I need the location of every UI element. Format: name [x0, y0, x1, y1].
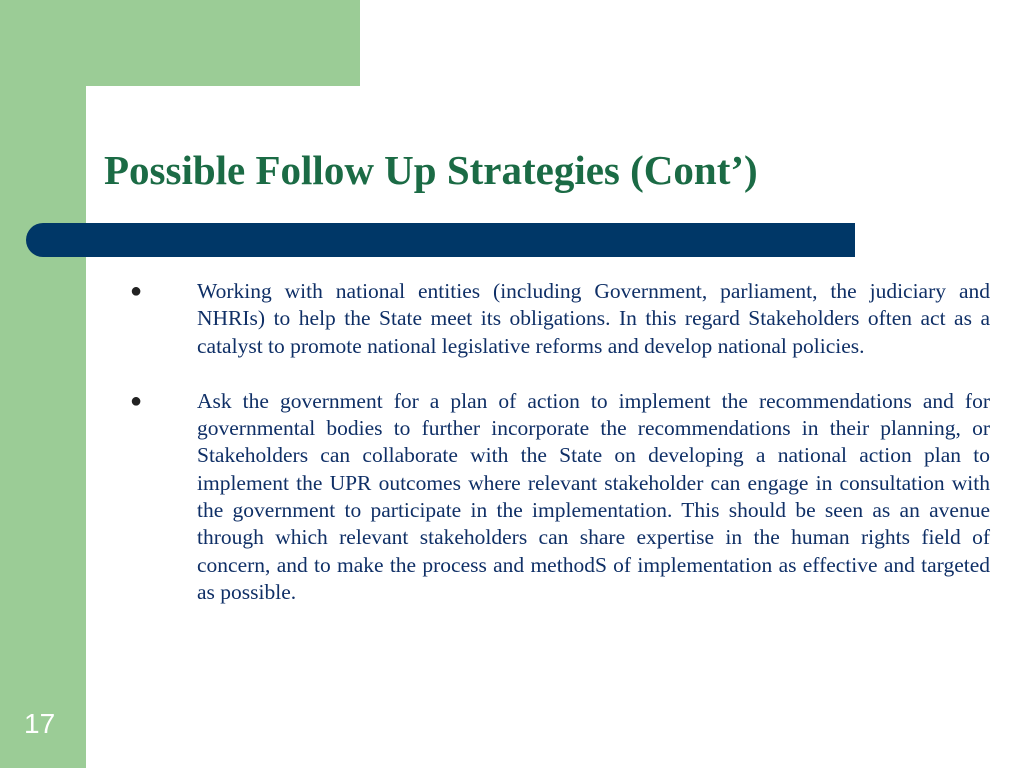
header-background-block [0, 0, 360, 86]
bullet-item [130, 278, 990, 360]
slide-number: 17 [24, 708, 56, 739]
slide-title: Possible Follow Up Strategies (Cont’) [104, 147, 758, 193]
bullet-text: Ask the government for a plan of action to implement the recommendations and for governmental bodies to further incorporate the recommendations in their planning, or Stakeholders can collaborate with the State on developing a national action plan to implement the UPR outcomes where relevant stakeholder can engage in consultation with the government to participate in the implementation. This should be seen as an avenue through which relevant stakeholders can share expertise in the human rights field of concern, and to make the process and methodS of implementation as effective and targeted as possible. [197, 388, 990, 604]
bullet-list [130, 278, 990, 634]
sidebar-background [0, 0, 86, 768]
bullet-item [130, 388, 990, 606]
bullet-marker: ● [130, 280, 143, 302]
bullet-marker: ● [130, 389, 143, 412]
bullet-text: Working with national entities (including Government, parliament, the judiciary and NHRIs) to help the State meet its obligations. In this regard Stakeholders often act as a catalyst to promote national legislative reforms and develop national policies. [197, 279, 990, 358]
title-underline-bar [26, 223, 855, 257]
